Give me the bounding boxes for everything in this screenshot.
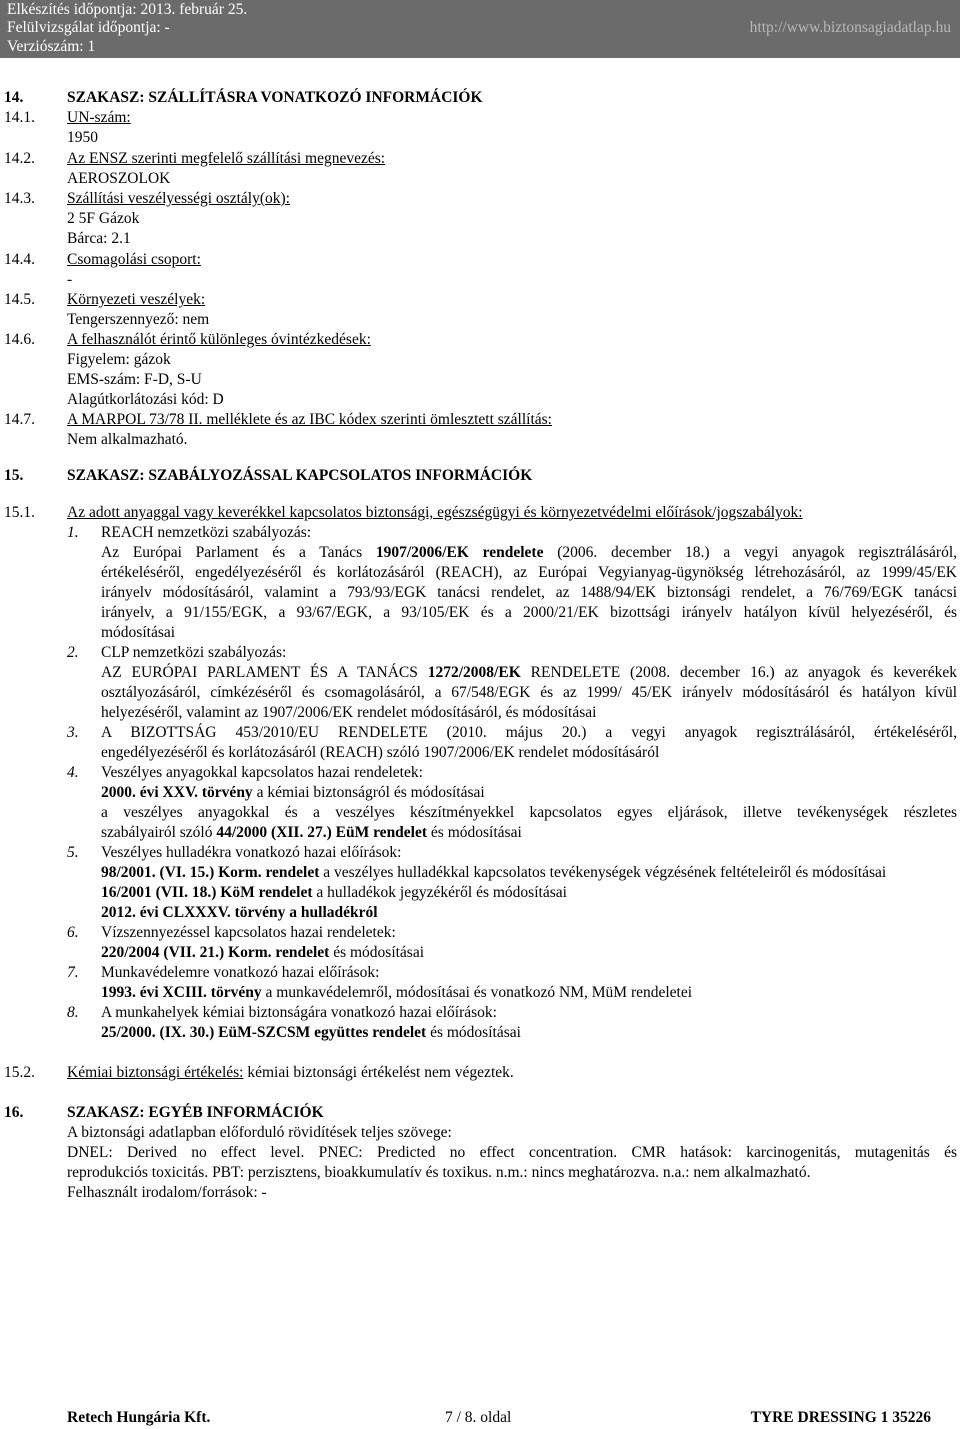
regulation-1-title (0, 523, 960, 543)
item-label: Az ENSZ szerinti megfelelő szállítási megnevezés: (67, 150, 386, 167)
regulation-6-title (0, 923, 960, 943)
regulation-1-line-1 (0, 543, 960, 563)
item-15-1 (0, 503, 960, 523)
regulation-2-line-2 (0, 683, 960, 703)
regulation-8-line-1 (0, 1023, 960, 1043)
list-title: Munkavédelemre vonatkozó hazai előírások: (101, 964, 380, 981)
list-title: Veszélyes hulladékra vonatkozó hazai előírások: (101, 844, 402, 861)
bold-text-line: 2012. évi CLXXXV. törvény a hulladékról (101, 904, 378, 921)
text-line: A biztonsági adatlapban előforduló rövidítések teljes szövege: (67, 1124, 452, 1141)
item-value: 1950 (67, 129, 98, 146)
bold-text-run: 25/2000. (IX. 30.) EüM-SZCSM együttes rendelet (101, 1024, 427, 1041)
justified-line: osztályozásáról, címkézéséről és csomagolásáról, a 67/548/EGK és az 1999/ 45/EK irányelv módosításáról és hatályon kívül (101, 684, 957, 701)
list-title: REACH nemzetközi szabályozás: (101, 524, 312, 541)
section-title: SZAKASZ: EGYÉB INFORMÁCIÓK (67, 1104, 324, 1121)
item-label: Környezeti veszélyek: (67, 291, 206, 308)
regulation-5-line-2 (0, 883, 960, 903)
item-value: Alagútkorlátozási kód: D (67, 391, 224, 408)
regulation-1-line-3 (0, 583, 960, 603)
text-run: és módosításai (329, 944, 425, 961)
item-15-2 (0, 1063, 960, 1083)
regulation-5-line-3 (0, 903, 960, 923)
bold-text-run: 98/2001. (VI. 15.) Korm. rendelet (101, 864, 320, 881)
item-label: Szállítási veszélyességi osztály(ok): (67, 190, 290, 207)
text-run: a hulladékok jegyzékéről és módosításai (312, 884, 567, 901)
item-number: 15.2. (4, 1064, 35, 1081)
regulation-7-line-1 (0, 983, 960, 1003)
version-number: Verziószám: 1 (7, 38, 96, 55)
item-14-6-value-1 (0, 350, 960, 370)
regulation-5-line-1 (0, 863, 960, 883)
bold-text-run: 16/2001 (VII. 18.) KöM rendelet (101, 884, 313, 901)
list-title: Vízszennyezéssel kapcsolatos hazai rendeletek: (101, 924, 396, 941)
item-14-3-value-2 (0, 229, 960, 249)
section-14-heading (0, 88, 960, 108)
item-14-7 (0, 410, 960, 430)
regulation-4-line-3 (0, 823, 960, 843)
item-14-1-value (0, 128, 960, 148)
justified-line: irányelv módosításáról, valamint a 793/93/EGK tanácsi rendelet, az 1488/94/EK biztonsági rendelet, a 76/769/EGK tanácsi (101, 584, 957, 601)
text-run: RENDELETE (2008. december 16.) az anyagok és keverékek (520, 664, 957, 681)
item-14-6-value-3 (0, 390, 960, 410)
text-run: szabályairól szóló (101, 824, 217, 841)
text-run: a kémiai biztonságról és módosításai (252, 784, 485, 801)
list-title: CLP nemzetközi szabályozás: (101, 644, 287, 661)
item-value: Figyelem: gázok (67, 351, 171, 368)
item-14-2-value (0, 169, 960, 189)
list-number: 2. (67, 644, 79, 661)
bold-text-run: 1907/2006/EK rendelete (375, 544, 544, 561)
text-run: a veszélyes hulladékkal kapcsolatos tevékenységek végzésének feltételeiről és módosításai (319, 864, 887, 881)
regulation-6-line-1 (0, 943, 960, 963)
section-15-heading (0, 466, 960, 486)
header-url-link[interactable]: http://www.biztonsagiadatlap.hu (749, 19, 951, 36)
regulation-4-title (0, 763, 960, 783)
text-run: (2006. december 18.) a vegyi anyagok regisztrálásáról, (543, 544, 958, 561)
section-number: 14. (4, 89, 24, 106)
item-14-4 (0, 250, 960, 270)
creation-date: Elkészítés időpontja: 2013. február 25. (7, 1, 248, 18)
revision-date: Felülvizsgálat időpontja: - (7, 19, 170, 36)
abbreviations-line-2 (0, 1163, 960, 1183)
justified-line: értékeléséről, engedélyezéséről és korlátozásáról (REACH), az Európai Vegyianyag-ügynökség létrehozásáról, az 1999/45/EK (101, 564, 957, 581)
item-value: 2 5F Gázok (67, 210, 140, 227)
text-line: engedélyezéséről és korlátozásáról (REACH) szóló 1907/2006/EK rendelet módosításáról (101, 744, 660, 761)
page-number: 7 / 8. oldal (445, 1409, 512, 1426)
item-label: Az adott anyaggal vagy keverékkel kapcsolatos biztonsági, egészségügyi és környezetvédelmi előírások/jogszabályok: (67, 504, 803, 521)
text-run: és módosításai (427, 824, 522, 841)
text-line: módosításai (101, 624, 176, 641)
section-number: 15. (4, 467, 24, 484)
item-label: Csomagolási csoport: (67, 251, 201, 268)
item-value: EMS-szám: F-D, S-U (67, 371, 202, 388)
list-number: 1. (67, 524, 79, 541)
item-14-3-value-1 (0, 209, 960, 229)
bold-text-run: 1993. évi XCIII. törvény (101, 984, 262, 1001)
product-name: TYRE DRESSING 1 35226 (750, 1409, 931, 1426)
regulation-1-line-5 (0, 623, 960, 643)
list-number: 6. (67, 924, 79, 941)
item-value: Tengerszennyező: nem (67, 311, 210, 328)
item-value: AEROSZOLOK (67, 170, 171, 187)
item-14-6 (0, 330, 960, 350)
item-14-5 (0, 290, 960, 310)
text-run: Az Európai Parlament és a Tanács (101, 544, 376, 561)
text-run: AZ EURÓPAI PARLAMENT ÉS A TANÁCS (101, 664, 428, 681)
item-14-6-value-2 (0, 370, 960, 390)
list-number: 4. (67, 764, 79, 781)
section-number: 16. (4, 1104, 24, 1121)
document-footer (0, 1408, 960, 1428)
item-number: 14.2. (4, 150, 35, 167)
references-line (0, 1183, 960, 1203)
bold-text-run: 1272/2008/EK (427, 664, 521, 681)
item-label: A felhasználót érintő különleges óvintézkedések: (67, 331, 371, 348)
item-number: 14.6. (4, 331, 35, 348)
regulation-2-title (0, 643, 960, 663)
item-14-3 (0, 189, 960, 209)
item-label: UN-szám: (67, 109, 131, 126)
regulation-2-line-3 (0, 703, 960, 723)
text-run: és módosításai (426, 1024, 521, 1041)
abbreviations-line-1 (0, 1143, 960, 1163)
regulation-4-line-2 (0, 803, 960, 823)
item-number: 14.7. (4, 411, 35, 428)
justified-line (101, 663, 957, 683)
justified-line: DNEL: Derived no effect level. PNEC: Predicted no effect concentration. CMR hatások: karcinogenitás, mutagenitás és (67, 1144, 957, 1161)
item-value: Nem alkalmazható. (67, 431, 188, 448)
text-line: reprodukciós toxicitás. PBT: perzisztens, bioakkumulatív és toxikus. n.m.: nincs meghatározva. n.a.: nem alkalmazható. (67, 1164, 811, 1181)
regulation-7-title (0, 963, 960, 983)
list-title: Veszélyes anyagokkal kapcsolatos hazai rendeletek: (101, 764, 423, 781)
list-number: 7. (67, 964, 79, 981)
item-14-5-value (0, 310, 960, 330)
item-number: 14.3. (4, 190, 35, 207)
list-number: 3. (67, 724, 79, 741)
regulation-4-line-1 (0, 783, 960, 803)
item-14-1 (0, 108, 960, 128)
regulation-3-line-1 (0, 723, 960, 743)
regulation-1-line-2 (0, 563, 960, 583)
item-number: 14.1. (4, 109, 35, 126)
item-value: Bárca: 2.1 (67, 230, 131, 247)
list-number: 8. (67, 1004, 79, 1021)
regulation-5-title (0, 843, 960, 863)
list-number: 5. (67, 844, 79, 861)
item-14-4-value (0, 270, 960, 290)
document-header (0, 0, 960, 58)
bold-text-run: 44/2000 (XII. 27.) EüM rendelet (216, 824, 428, 841)
justified-line: a veszélyes anyagokkal és a veszélyes készítményekkel kapcsolatos egyes eljárások, illetve tevékenységek részletes (101, 804, 957, 821)
item-value: - (67, 271, 73, 288)
text-line: helyezéséről, valamint az 1907/2006/EK rendelet módosításáról, és módosításai (101, 704, 597, 721)
item-number: 15.1. (4, 504, 35, 521)
item-number: 14.4. (4, 251, 35, 268)
bold-text-run: 2000. évi XXV. törvény (101, 784, 253, 801)
section-title: SZAKASZ: SZÁLLÍTÁSRA VONATKOZÓ INFORMÁCIÓK (67, 89, 483, 106)
item-14-7-value (0, 430, 960, 450)
text-line: Felhasznált irodalom/források: - (67, 1184, 267, 1201)
list-title: A munkahelyek kémiai biztonságára vonatkozó hazai előírások: (101, 1004, 497, 1021)
bold-text-run: 220/2004 (VII. 21.) Korm. rendelet (101, 944, 330, 961)
company-name: Retech Hungária Kft. (67, 1409, 211, 1426)
justified-line (101, 543, 957, 563)
justified-line: irányelv, a 91/155/EGK, a 93/67/EGK, a 93/105/EK és a 2000/21/EK bizottsági irányelv hatályon kívül helyezéséről, és (101, 604, 957, 621)
item-value: kémiai biztonsági értékelést nem végeztek. (243, 1064, 514, 1081)
regulation-1-line-4 (0, 603, 960, 623)
item-label: A MARPOL 73/78 II. melléklete és az IBC kódex szerinti ömlesztett szállítás: (67, 411, 552, 428)
section-title: SZAKASZ: SZABÁLYOZÁSSAL KAPCSOLATOS INFORMÁCIÓK (67, 467, 533, 484)
abbreviations-intro (0, 1123, 960, 1143)
regulation-3-line-2 (0, 743, 960, 763)
text-run: a munkavédelemről, módosításai és vonatkozó NM, MüM rendeletei (261, 984, 693, 1001)
section-16-heading (0, 1103, 960, 1123)
item-14-2 (0, 149, 960, 169)
regulation-2-line-1 (0, 663, 960, 683)
item-label: Kémiai biztonsági értékelés: (67, 1064, 244, 1081)
regulation-8-title (0, 1003, 960, 1023)
item-number: 14.5. (4, 291, 35, 308)
justified-line: A BIZOTTSÁG 453/2010/EU RENDELETE (2010. május 20.) a vegyi anyagok regisztrálásáról, értékeléséről, (101, 724, 957, 741)
